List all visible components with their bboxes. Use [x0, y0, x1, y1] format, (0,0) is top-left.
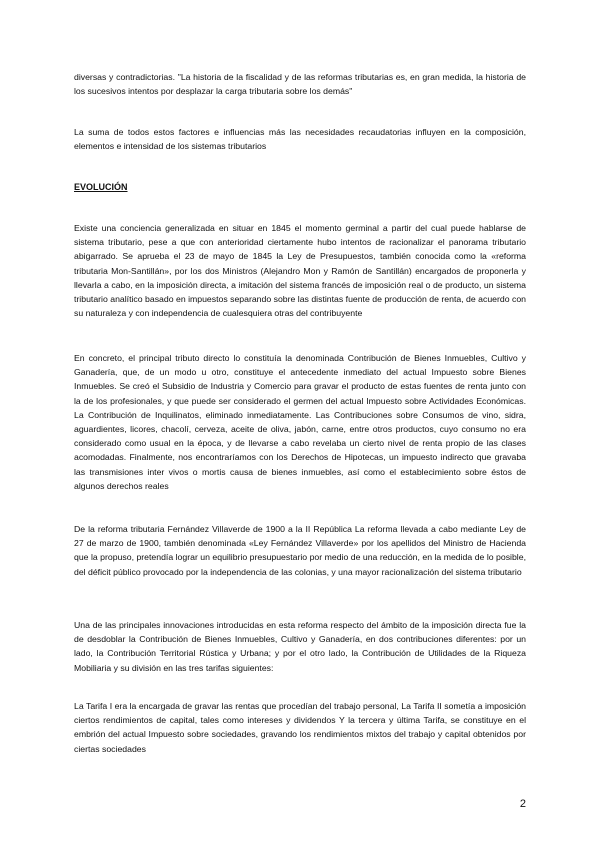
paragraph-villaverde-reform: De la reforma tributaria Fernández Villaverde de 1900 a la II República La reforma llevada a cabo mediante Ley de 27 de marzo de 1900, también denominada «Ley Fernández Villaverde» por los apellidos del Ministro de Hacienda que la propuso, pretendía lograr un equilibrio presupuestario por medio de una reducción, en la medida de lo posible, del déficit público provocado por la independencia de las colonias, y una mayor racionalización del sistema tributario [74, 524, 526, 577]
paragraph-1845-reform: Existe una conciencia generalizada en situar en 1845 el momento germinal a partir del cual puede hablarse de sistema tributario, pese a que con anterioridad ciertamente hubo intentos de racionalizar el panorama tributario abigarrado. Se aprueba el 23 de mayo de 1845 la Ley de Presupuestos, también conocida como la «reforma tributaria Mon-Santillán», por los dos Ministros (Alejandro Mon y Ramón de Santillán) encargados de proponerla y llevarla a cabo, en la imposición directa, a imitación del sistema francés de imposición real o de producto, un sistema tributario analítico basado en impuestos separando sobre las distintas fuente de producción de renta, de acuerdo con su naturaleza y con independencia de cualesquiera otras del contribuyente [74, 223, 526, 319]
paragraph-intro-continuation: diversas y contradictorias. "La historia de la fiscalidad y de las reformas tributarias es, en gran medida, la historia de los sucesivos intentos por desplazar la carga tributaria sobre los demás" [74, 72, 526, 97]
paragraph-innovations: Una de las principales innovaciones introducidas en esta reforma respecto del ámbito de la imposición directa fue la de desdoblar la Contribución de Bienes Inmuebles, Cultivo y Ganadería, en dos contribuciones diferentes: por un lado, la Contribución Territorial Rústica y Urbana; y por el otro lado, la Contribución de Utilidades de la Riqueza Mobiliaria y su división en las tres tarifas siguientes: [74, 620, 526, 673]
paragraph-tarifas: La Tarifa I era la encargada de gravar las rentas que procedían del trabajo personal, La Tarifa II sometía a imposición ciertos rendimientos de capital, tales como intereses y dividendos Y la tercera y última Tarifa, se constituye en el embrión del actual Impuesto sobre sociedades, gravando los rendimientos mixtos del trabajo y capital obtenidos por ciertas sociedades [74, 701, 526, 754]
paragraph-factors-summary: La suma de todos estos factores e influencias más las necesidades recaudatorias influyen en la composición, elementos e intensidad de los sistemas tributarios [74, 127, 526, 152]
paragraph-direct-taxes: En concreto, el principal tributo directo lo constituía la denominada Contribución de Bienes Inmuebles, Cultivo y Ganadería, que, de un modo u otro, constituye el antecedente inmediato del actual Impuesto sobre Bienes Inmuebles. Se creó el Subsidio de Industria y Comercio para gravar el producto de estas fuentes de renta junto con la de los profesionales, y que puede ser considerado el germen del actual Impuesto sobre Actividades Económicas. La Contribución de Inquilinatos, eliminado inmediatamente. Las Contribuciones sobre Consumos de vino, sidra, aguardientes, licores, chacolí, cerveza, aceite de oliva, jabón, carne, entre otros productos, cuyo consumo no era considerado como usual en la época, y de llevarse a cabo revelaba un cierto nivel de renta propio de las clases acomodadas. Finalmente, nos encontraríamos con los Derechos de Hipotecas, un impuesto indirecto que gravaba las transmisiones inter vivos o mortis causa de bienes inmuebles, así como el establecimiento sobre éstos de algunos derechos reales [74, 353, 526, 491]
section-heading-evolucion: EVOLUCIÓN [74, 182, 128, 192]
page-number: 2 [519, 798, 526, 810]
